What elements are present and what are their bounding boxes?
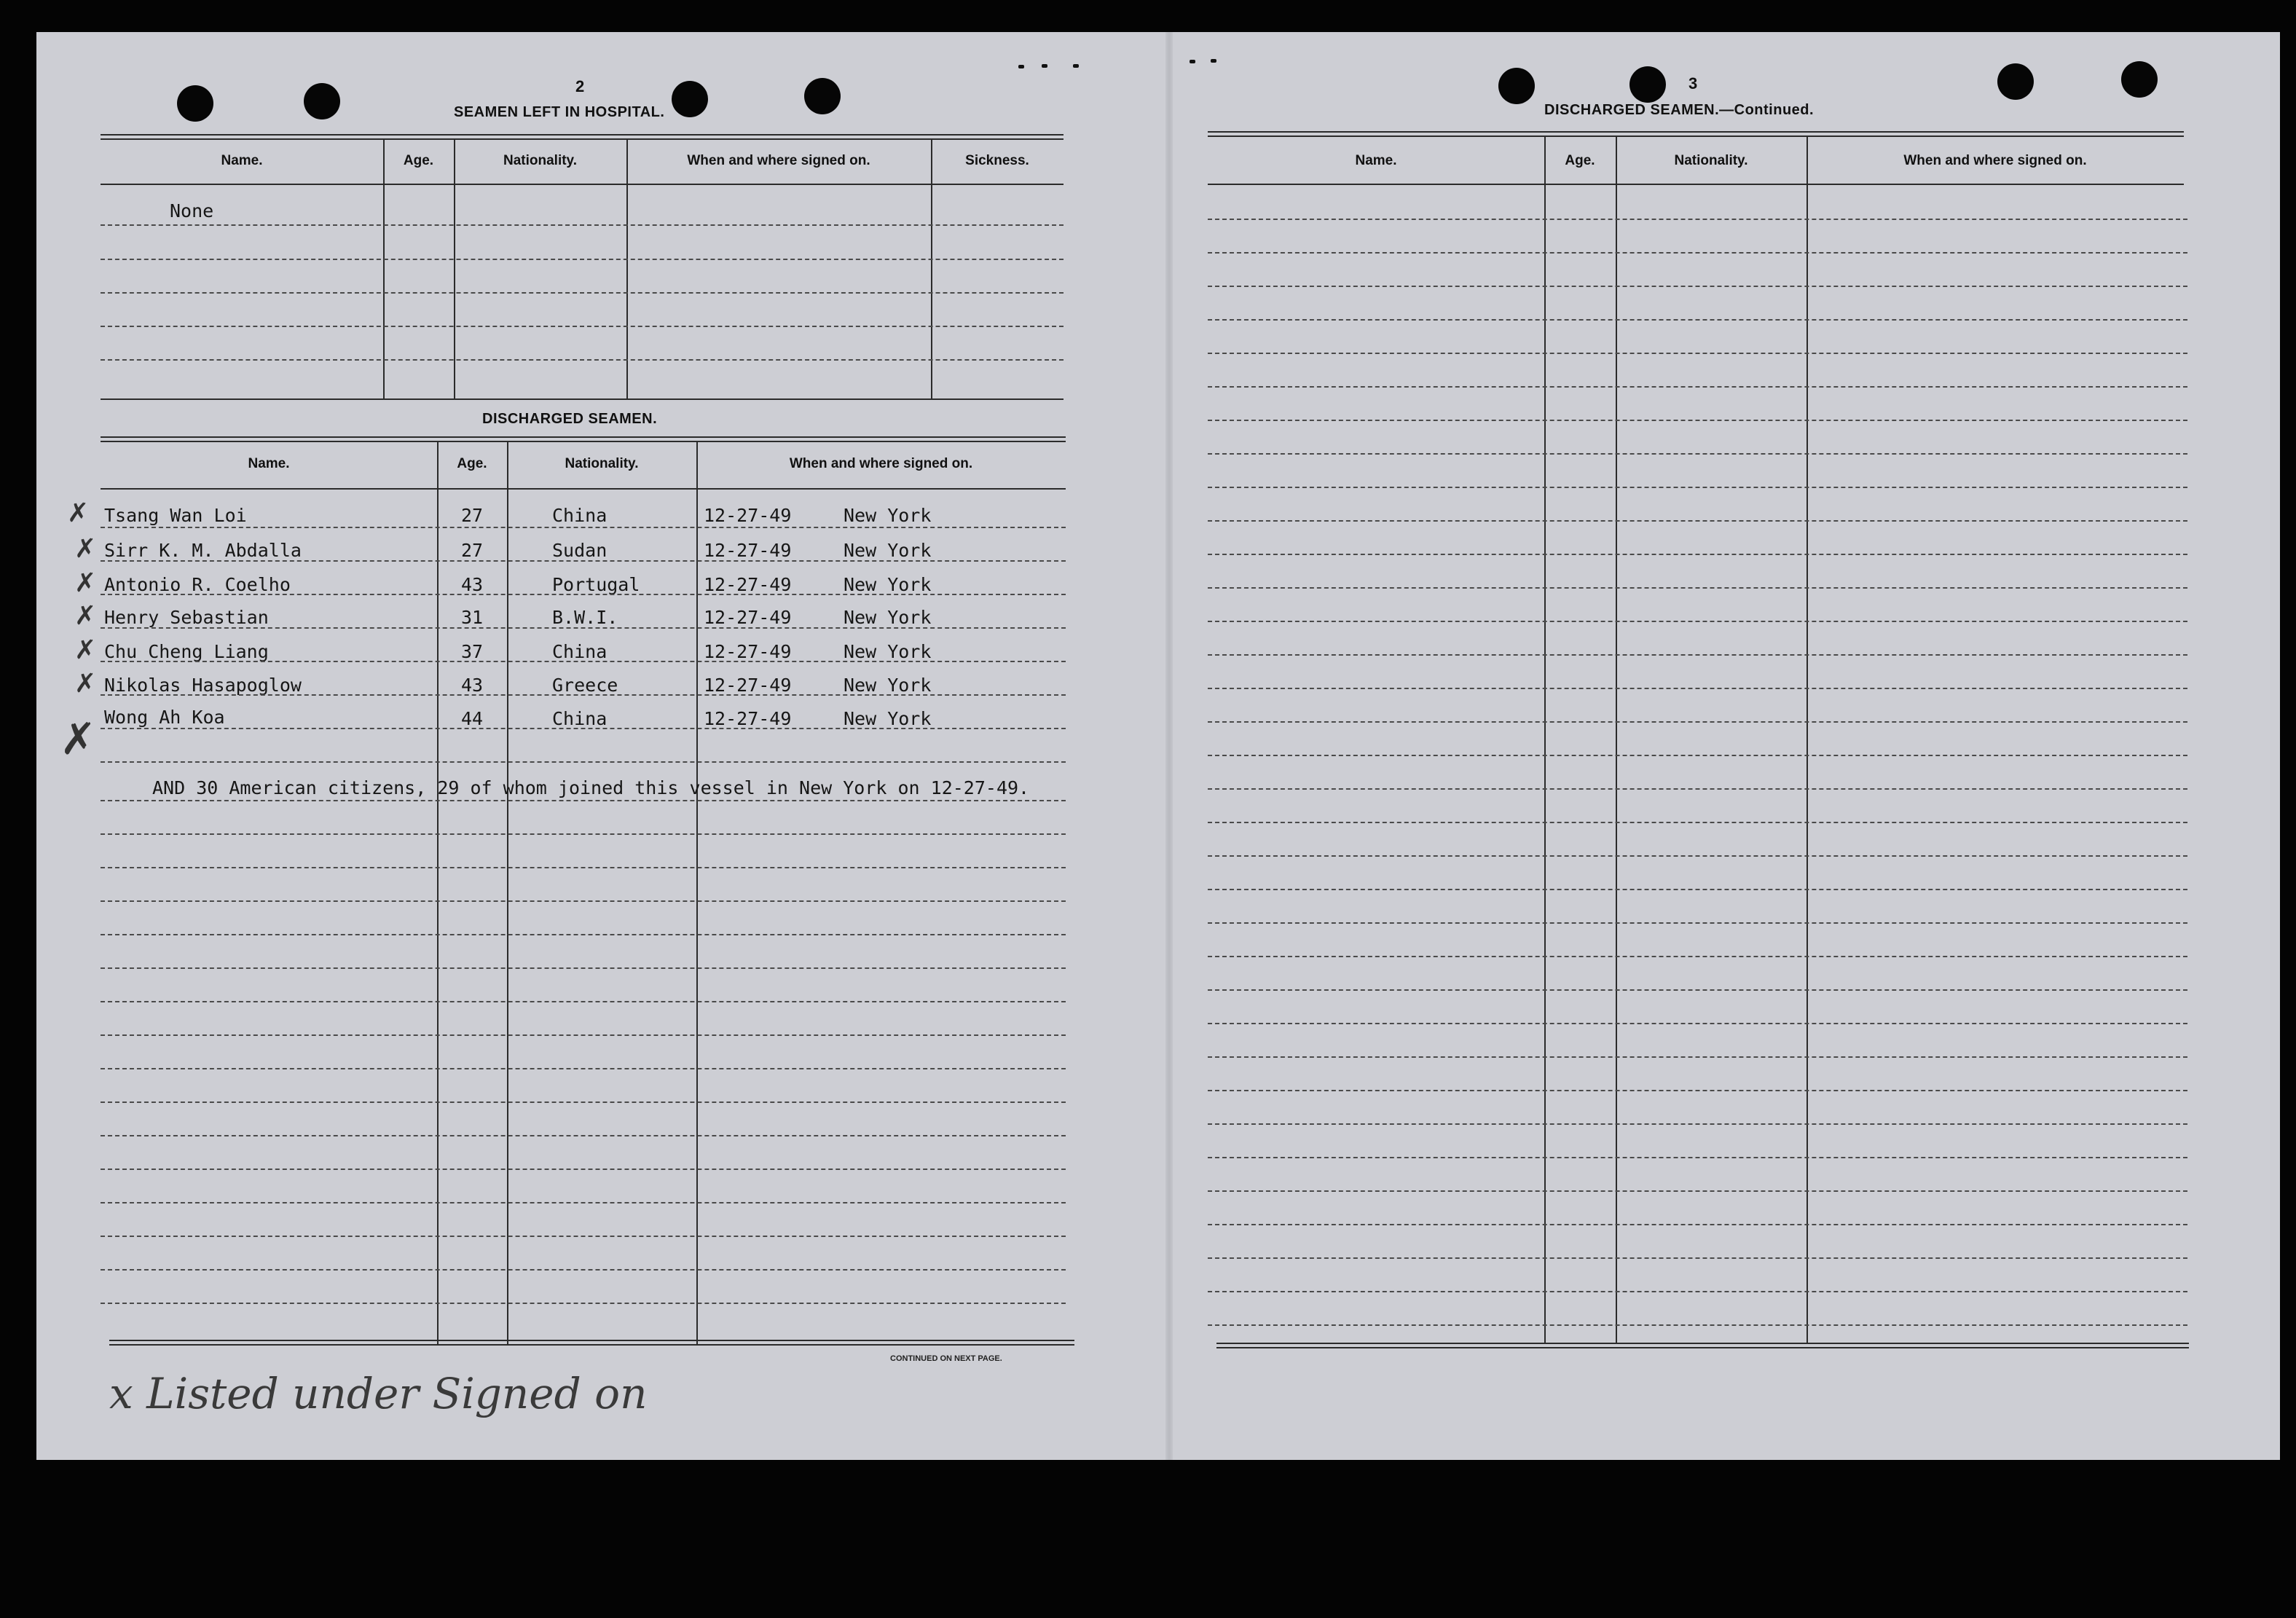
row-nationality: Sudan <box>552 540 608 561</box>
dotted-line <box>1208 252 2187 254</box>
row-nationality: China <box>552 505 608 526</box>
dotted-line <box>101 627 1066 629</box>
page-fold <box>1165 32 1173 1460</box>
right-section-title: DISCHARGED SEAMEN.—Continued. <box>1544 102 1815 118</box>
rule <box>1208 131 2184 133</box>
discharged-header-nationality: Nationality. <box>565 456 639 471</box>
discharged-header-age: Age. <box>457 456 487 471</box>
speck <box>1018 65 1024 68</box>
row-name: Sirr K. M. Abdalla <box>104 540 302 561</box>
right-header-name: Name. <box>1355 153 1397 168</box>
dotted-line <box>1208 420 2187 421</box>
speck <box>1190 60 1195 63</box>
hospital-header-nationality: Nationality. <box>503 153 577 168</box>
row-date: 12-27-49 <box>704 540 792 561</box>
row-place: New York <box>844 540 932 561</box>
dotted-line <box>1208 755 2187 756</box>
column-divider <box>437 442 439 1346</box>
dotted-line <box>1208 319 2187 321</box>
dotted-line <box>1208 1157 2187 1158</box>
dotted-line <box>101 867 1066 868</box>
dotted-line <box>101 661 1066 662</box>
row-name: Antonio R. Coelho <box>104 574 291 595</box>
rule <box>1216 1343 2189 1344</box>
rule <box>1208 184 2184 185</box>
rule <box>109 1340 1074 1341</box>
dotted-line <box>1208 286 2187 287</box>
row-nationality: Portugal <box>552 574 640 595</box>
row-date: 12-27-49 <box>704 708 792 729</box>
dotted-line <box>1208 1291 2187 1292</box>
speck <box>1073 64 1079 68</box>
dotted-line <box>1208 822 2187 823</box>
dotted-line <box>1208 688 2187 689</box>
row-nationality: Greece <box>552 675 618 696</box>
right-header-nationality: Nationality. <box>1674 153 1748 168</box>
row-date: 12-27-49 <box>704 641 792 662</box>
discharged-header-signed-on: When and where signed on. <box>789 456 973 471</box>
dotted-line <box>101 694 1066 696</box>
dotted-line <box>1208 453 2187 455</box>
dotted-line <box>101 728 1066 729</box>
column-divider <box>1544 137 1546 1343</box>
dotted-line <box>1208 855 2187 857</box>
dotted-line <box>101 967 1066 969</box>
row-nationality: China <box>552 641 608 662</box>
rule <box>1208 136 2184 137</box>
punch-hole <box>1629 66 1666 103</box>
row-place: New York <box>844 574 932 595</box>
dotted-line <box>101 527 1066 528</box>
row-age: 44 <box>461 708 484 729</box>
column-divider <box>1616 137 1617 1343</box>
row-name: Chu Cheng Liang <box>104 641 269 662</box>
dotted-line <box>1208 956 2187 957</box>
rule <box>101 398 1064 400</box>
rule <box>101 436 1066 438</box>
discharged-section-title: DISCHARGED SEAMEN. <box>482 411 658 427</box>
hospital-section-title: SEAMEN LEFT IN HOSPITAL. <box>454 104 665 120</box>
rule <box>1216 1347 2189 1348</box>
dotted-line <box>101 560 1066 562</box>
dotted-line <box>101 1303 1066 1304</box>
dotted-line <box>1208 520 2187 522</box>
row-nationality: China <box>552 708 608 729</box>
punch-hole <box>1997 63 2034 100</box>
row-place: New York <box>844 607 932 628</box>
dotted-line <box>101 1135 1066 1136</box>
punch-hole <box>1498 68 1535 104</box>
dotted-line <box>1208 1023 2187 1024</box>
row-age: 43 <box>461 574 484 595</box>
dotted-line <box>1208 1190 2187 1192</box>
check-x-mark: ✗ <box>74 534 97 564</box>
dotted-line <box>1208 219 2187 220</box>
rule <box>101 138 1064 140</box>
dotted-line <box>1208 1123 2187 1125</box>
column-divider <box>696 442 698 1346</box>
row-date: 12-27-49 <box>704 607 792 628</box>
row-date: 12-27-49 <box>704 675 792 696</box>
row-name: Tsang Wan Loi <box>104 505 247 526</box>
punch-hole <box>304 83 340 119</box>
dotted-line <box>101 594 1066 595</box>
continued-footer: CONTINUED ON NEXT PAGE. <box>890 1354 1002 1363</box>
row-name: Wong Ah Koa <box>104 707 225 728</box>
handwritten-note: x Listed under Signed on <box>109 1369 648 1418</box>
row-date: 12-27-49 <box>704 574 792 595</box>
punch-hole <box>177 85 213 122</box>
hospital-header-sickness: Sickness. <box>965 153 1029 168</box>
dotted-line <box>1208 1090 2187 1091</box>
dotted-line <box>101 1101 1066 1103</box>
dotted-line <box>1208 989 2187 991</box>
hospital-header-age: Age. <box>403 153 434 168</box>
dotted-line <box>101 1068 1066 1069</box>
speck <box>1042 64 1047 68</box>
punch-hole <box>2121 61 2158 98</box>
rule <box>109 1344 1074 1346</box>
rule <box>101 441 1066 442</box>
dotted-line <box>1208 386 2187 388</box>
dotted-line <box>1208 889 2187 890</box>
dotted-line <box>101 1169 1066 1170</box>
dotted-line <box>101 1034 1066 1036</box>
dotted-line <box>1208 621 2187 622</box>
dotted-line <box>1208 922 2187 924</box>
rule <box>101 488 1066 490</box>
speck <box>1211 59 1216 63</box>
check-x-mark: ✗ <box>60 714 97 765</box>
row-date: 12-27-49 <box>704 505 792 526</box>
dotted-line <box>101 1001 1066 1002</box>
row-name: Nikolas Hasapoglow <box>104 675 302 696</box>
row-place: New York <box>844 708 932 729</box>
dotted-line <box>1208 353 2187 354</box>
dotted-line <box>1208 721 2187 723</box>
row-age: 43 <box>461 675 484 696</box>
dotted-line <box>101 259 1064 260</box>
row-age: 27 <box>461 540 484 561</box>
dotted-line <box>1208 1224 2187 1225</box>
dotted-line <box>1208 1324 2187 1326</box>
rule <box>101 184 1064 185</box>
dotted-line <box>1208 1056 2187 1058</box>
dotted-line <box>101 761 1066 763</box>
dotted-line <box>101 1269 1066 1271</box>
right-header-age: Age. <box>1565 153 1595 168</box>
dotted-line <box>101 800 1066 801</box>
dotted-line <box>101 224 1064 226</box>
right-header-signed-on: When and where signed on. <box>1903 153 2087 168</box>
hospital-entry: None <box>170 200 214 221</box>
dotted-line <box>101 1236 1066 1237</box>
dotted-line <box>101 900 1066 902</box>
dotted-line <box>1208 487 2187 488</box>
row-name: Henry Sebastian <box>104 607 269 628</box>
row-place: New York <box>844 641 932 662</box>
row-place: New York <box>844 505 932 526</box>
page-number-right: 3 <box>1688 74 1698 93</box>
dotted-line <box>1208 587 2187 589</box>
dotted-line <box>1208 1257 2187 1259</box>
american-citizens-note: AND 30 American citizens, 29 of whom joined this vessel in New York on 12-27-49. <box>152 777 1030 798</box>
rule <box>101 134 1064 136</box>
row-nationality: B.W.I. <box>552 607 618 628</box>
column-divider <box>1806 137 1808 1343</box>
dotted-line <box>1208 654 2187 656</box>
hospital-header-signed-on: When and where signed on. <box>687 153 870 168</box>
dotted-line <box>101 833 1066 835</box>
row-age: 31 <box>461 607 484 628</box>
punch-hole <box>804 78 841 114</box>
hospital-header-name: Name. <box>221 153 263 168</box>
check-x-mark: ✗ <box>74 601 97 631</box>
check-x-mark: ✗ <box>74 635 97 665</box>
ledger-sheet <box>36 32 2280 1460</box>
dotted-line <box>1208 788 2187 790</box>
dotted-line <box>101 326 1064 327</box>
discharged-header-name: Name. <box>248 456 290 471</box>
dotted-line <box>1208 554 2187 555</box>
punch-hole <box>672 81 708 117</box>
row-place: New York <box>844 675 932 696</box>
check-x-mark: ✗ <box>67 498 90 528</box>
row-age: 27 <box>461 505 484 526</box>
check-x-mark: ✗ <box>74 669 97 699</box>
dotted-line <box>101 1202 1066 1203</box>
dotted-line <box>101 292 1064 294</box>
dotted-line <box>101 359 1064 361</box>
page-number-left: 2 <box>575 77 585 95</box>
column-divider <box>507 442 508 1346</box>
check-x-mark: ✗ <box>74 568 97 598</box>
row-age: 37 <box>461 641 484 662</box>
dotted-line <box>101 934 1066 935</box>
